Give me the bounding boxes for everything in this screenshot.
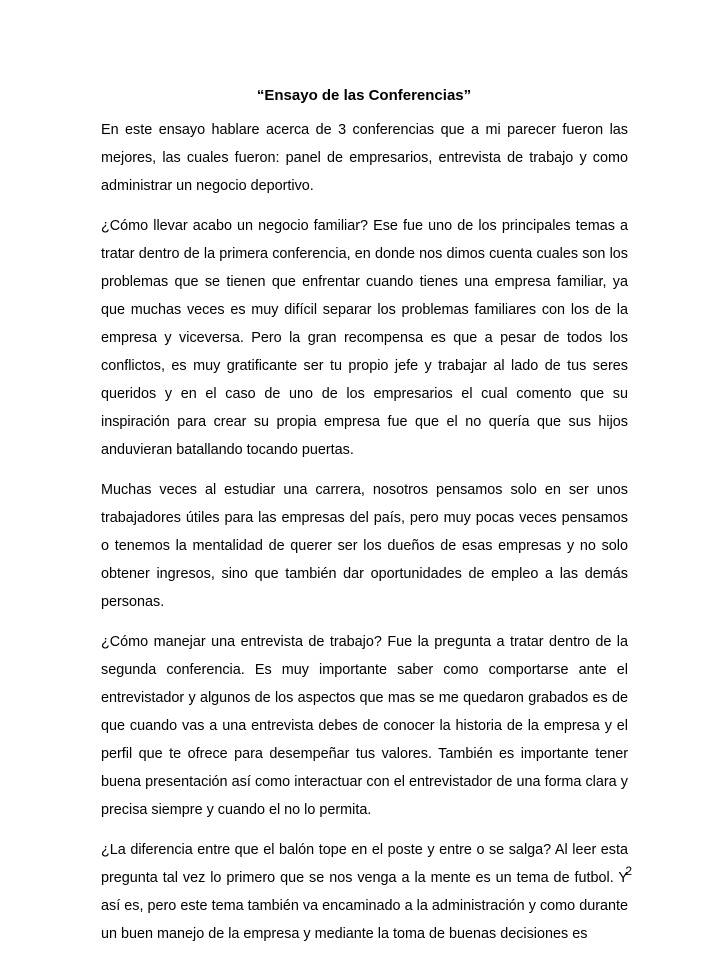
paragraph: ¿Cómo llevar acabo un negocio familiar? Ese fue uno de los principales temas a tratar dentro de la primera conferencia, en donde nos dimos cuenta cuales son los problemas que se tienen que enfrentar cuando tienes una empresa familiar, ya que muchas veces es muy difícil separar los problemas familiares con los de la empresa y viceversa. Pero la gran recompensa es que a pesar de todos los conflictos, es muy gratificante ser tu propio jefe y trabajar al lado de tus seres queridos y en el caso de uno de los empresarios el cual comento que su inspiración para crear su propia empresa fue que el no quería que sus hijos anduvieran batallando tocando puertas. — [101, 218, 628, 458]
page-number: 2 — [625, 864, 632, 878]
paragraph: ¿Cómo manejar una entrevista de trabajo? Fue la pregunta a tratar dentro de la segunda conferencia. Es muy importante saber como comportarse ante el entrevistador y algunos de los aspectos que mas se me quedaron grabados es de que cuando vas a una entrevista debes de conocer la historia de la empresa y el perfil que te ofrece para desempeñar tus valores. También es importante tener buena presentación así como interactuar con el entrevistador de una forma clara y precisa siempre y cuando el no lo permita. — [101, 634, 628, 818]
paragraph: ¿La diferencia entre que el balón tope en el poste y entre o se salga? Al leer esta pregunta tal vez lo primero que se nos venga a la mente es un tema de futbol. Y así es, pero este tema también va encaminado a la administración y como durante un buen manejo de la empresa y mediante la toma de buenas decisiones es — [101, 842, 628, 942]
paragraph: En este ensayo hablare acerca de 3 conferencias que a mi parecer fueron las mejores, las cuales fueron: panel de empresarios, entrevista de trabajo y como administrar un negocio deportivo. — [101, 122, 628, 194]
document-title: “Ensayo de las Conferencias” — [256, 87, 472, 104]
document-body — [101, 116, 628, 960]
paragraph: Muchas veces al estudiar una carrera, nosotros pensamos solo en ser unos trabajadores útiles para las empresas del país, pero muy pocas veces pensamos o tenemos la mentalidad de querer ser los dueños de esas empresas y no solo obtener ingresos, sino que también dar oportunidades de empleo a las demás personas. — [101, 482, 628, 610]
